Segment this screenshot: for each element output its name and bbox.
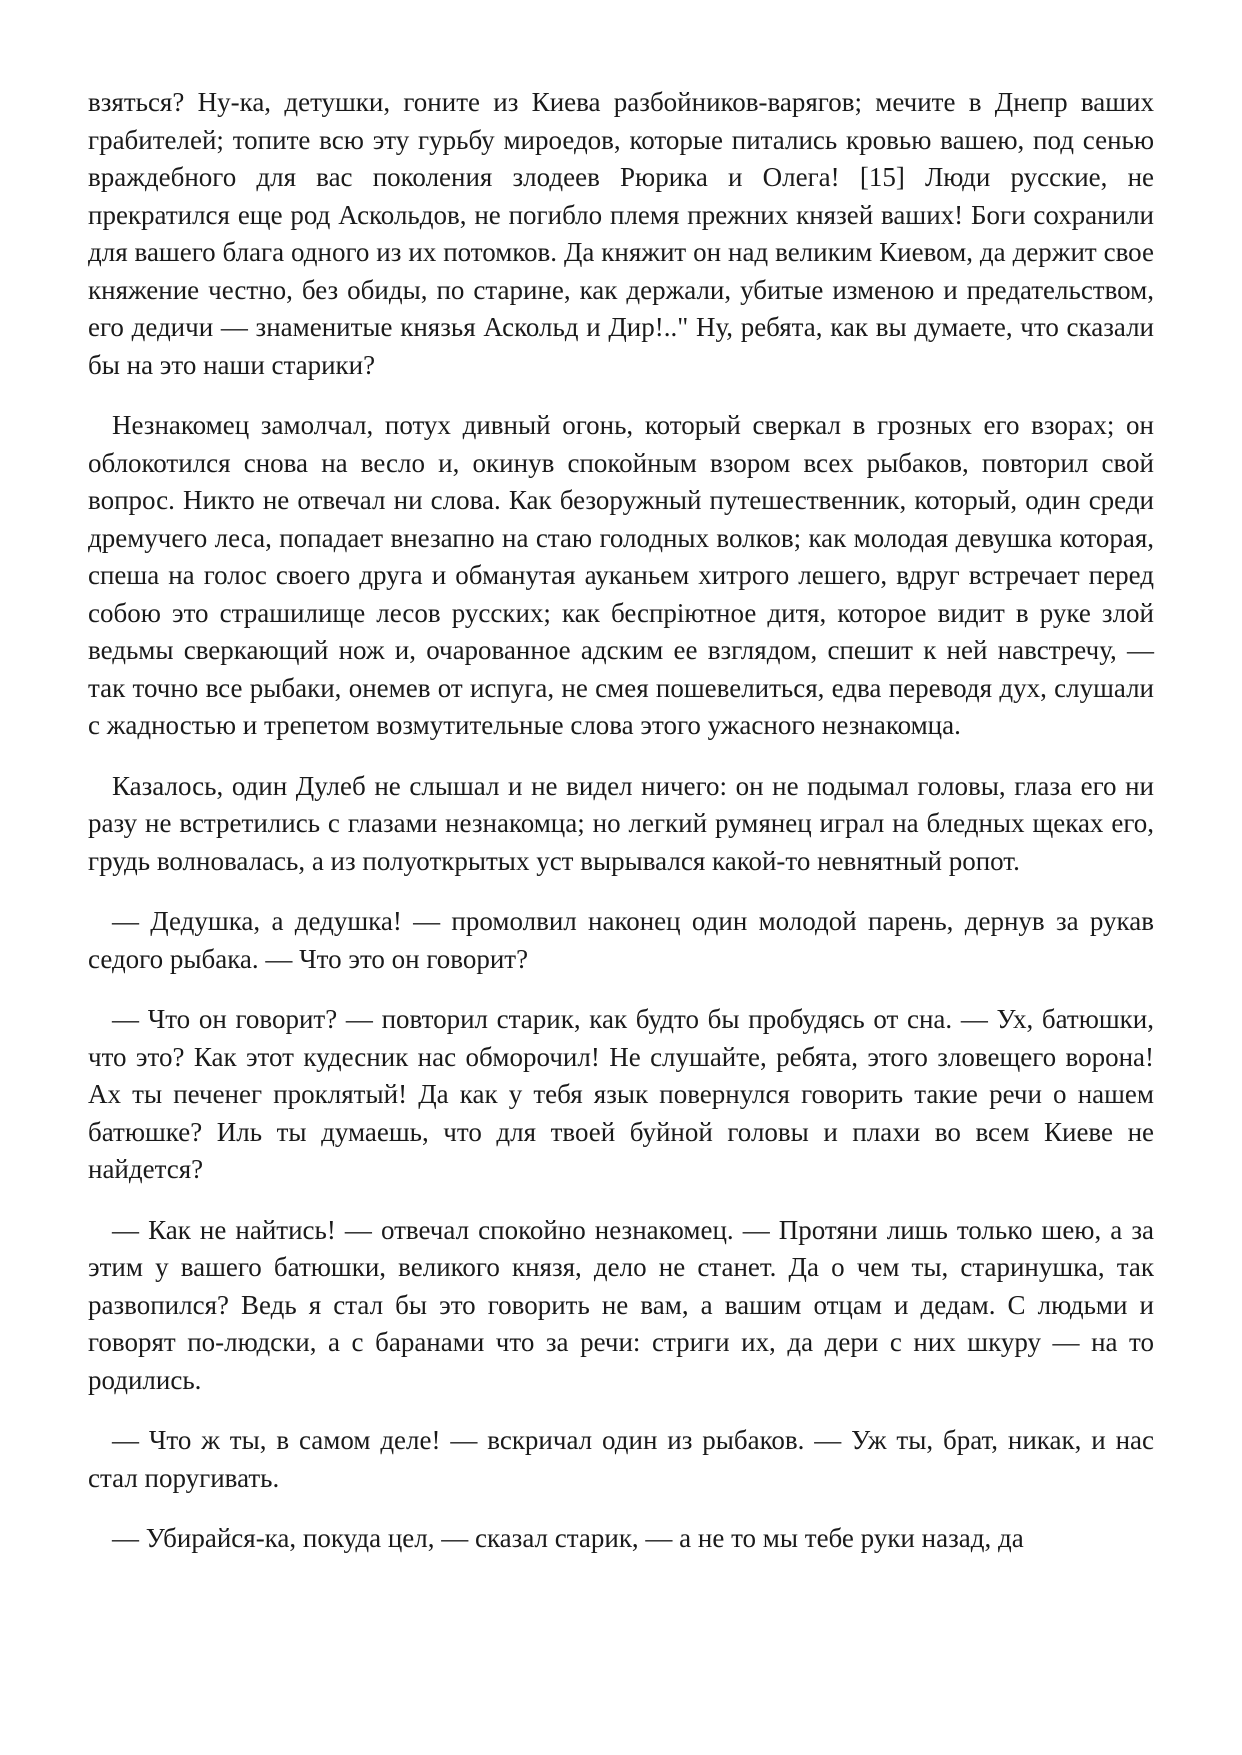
paragraph-4: — Дедушка, а дедушка! — промолвил наконец один молодой парень, дернув за рукав седого рыбака. — Что это он говорит?: [88, 906, 1154, 974]
paragraph-5: — Что он говорит? — повторил старик, как будто бы пробудясь от сна. — Ух, батюшки, что это? Как этот кудесник нас обморочил! Не слушайте, ребята, этого зловещего ворона! Ах ты печенег проклятый! Да как у тебя язык повернулся говорить такие речи о нашем батюшке? Иль ты думаешь, что для твоей буйной головы и плахи во всем Киеве не найдется?: [88, 1004, 1154, 1184]
paragraph-3: Казалось, один Дулеб не слышал и не видел ничего: он не подымал головы, глаза его ни разу не встретились с глазами незнакомца; но легкий румянец играл на бледных щеках его, грудь волновалась, а из полуоткрытых уст вырывался какой-то невнятный ропот.: [88, 770, 1154, 876]
paragraph-1: взяться? Ну-ка, детушки, гоните из Киева разбойников-варягов; мечите в Днепр ваших грабителей; топите всю эту гурьбу мироедов, которые питались кровью вашею, под сенью враждебного для вас поколения злодеев Рюрика и Олега! [15] Люди русские, не прекратился еще род Аскольдов, не погибло племя прежних князей ваших! Боги сохранили для вашего блага одного из их потомков. Да княжит он над великим Киевом, да держит свое княжение честно, без обиды, по старине, как держали, убитые изменою и предательством, его дедичи — знаменитые князья Аскольд и Дир!.." Ну, ребята, как вы думаете, что сказали бы на это наши старики?: [88, 87, 1154, 380]
paragraph-2: Незнакомец замолчал, потух дивный огонь, который сверкал в грозных его взорах; он облокотился снова на весло и, окинув спокойным взором всех рыбаков, повторил свой вопрос. Никто не отвечал ни слова. Как безоружный путешественник, который, один среди дремучего леса, попадает внезапно на стаю голодных волков; как молодая девушка которая, спеша на голос своего друга и обманутая ауканьем хитрого лешего, вдруг встречает перед собою это страшилище лесов русских; как беспріютное дитя, которое видит в руке злой ведьмы сверкающий нож и, очарованное адским ее взглядом, спешит к ней навстречу, — так точно все рыбаки, онемев от испуга, не смея пошевелиться, едва переводя дух, слушали с жадностью и трепетом возмутительные слова этого ужасного незнакомца.: [88, 410, 1154, 740]
paragraph-6: — Как не найтись! — отвечал спокойно незнакомец. — Протяни лишь только шею, а за этим у вашего батюшки, великого князя, дело не станет. Да о чем ты, старинушка, так развопился? Ведь я стал бы это говорить не вам, а вашим отцам и дедам. С людьми и говорят по-людски, а с баранами что за речи: стриги их, да дери с них шкуру — на то родились.: [88, 1214, 1154, 1395]
document-page: [88, 84, 1154, 1581]
paragraph-7: — Что ж ты, в самом деле! — вскричал один из рыбаков. — Уж ты, брат, никак, и нас стал поругивать.: [88, 1425, 1154, 1493]
paragraph-8: — Убирайся-ка, покуда цел, — сказал старик, — а не то мы тебе руки назад, да: [112, 1523, 1024, 1553]
